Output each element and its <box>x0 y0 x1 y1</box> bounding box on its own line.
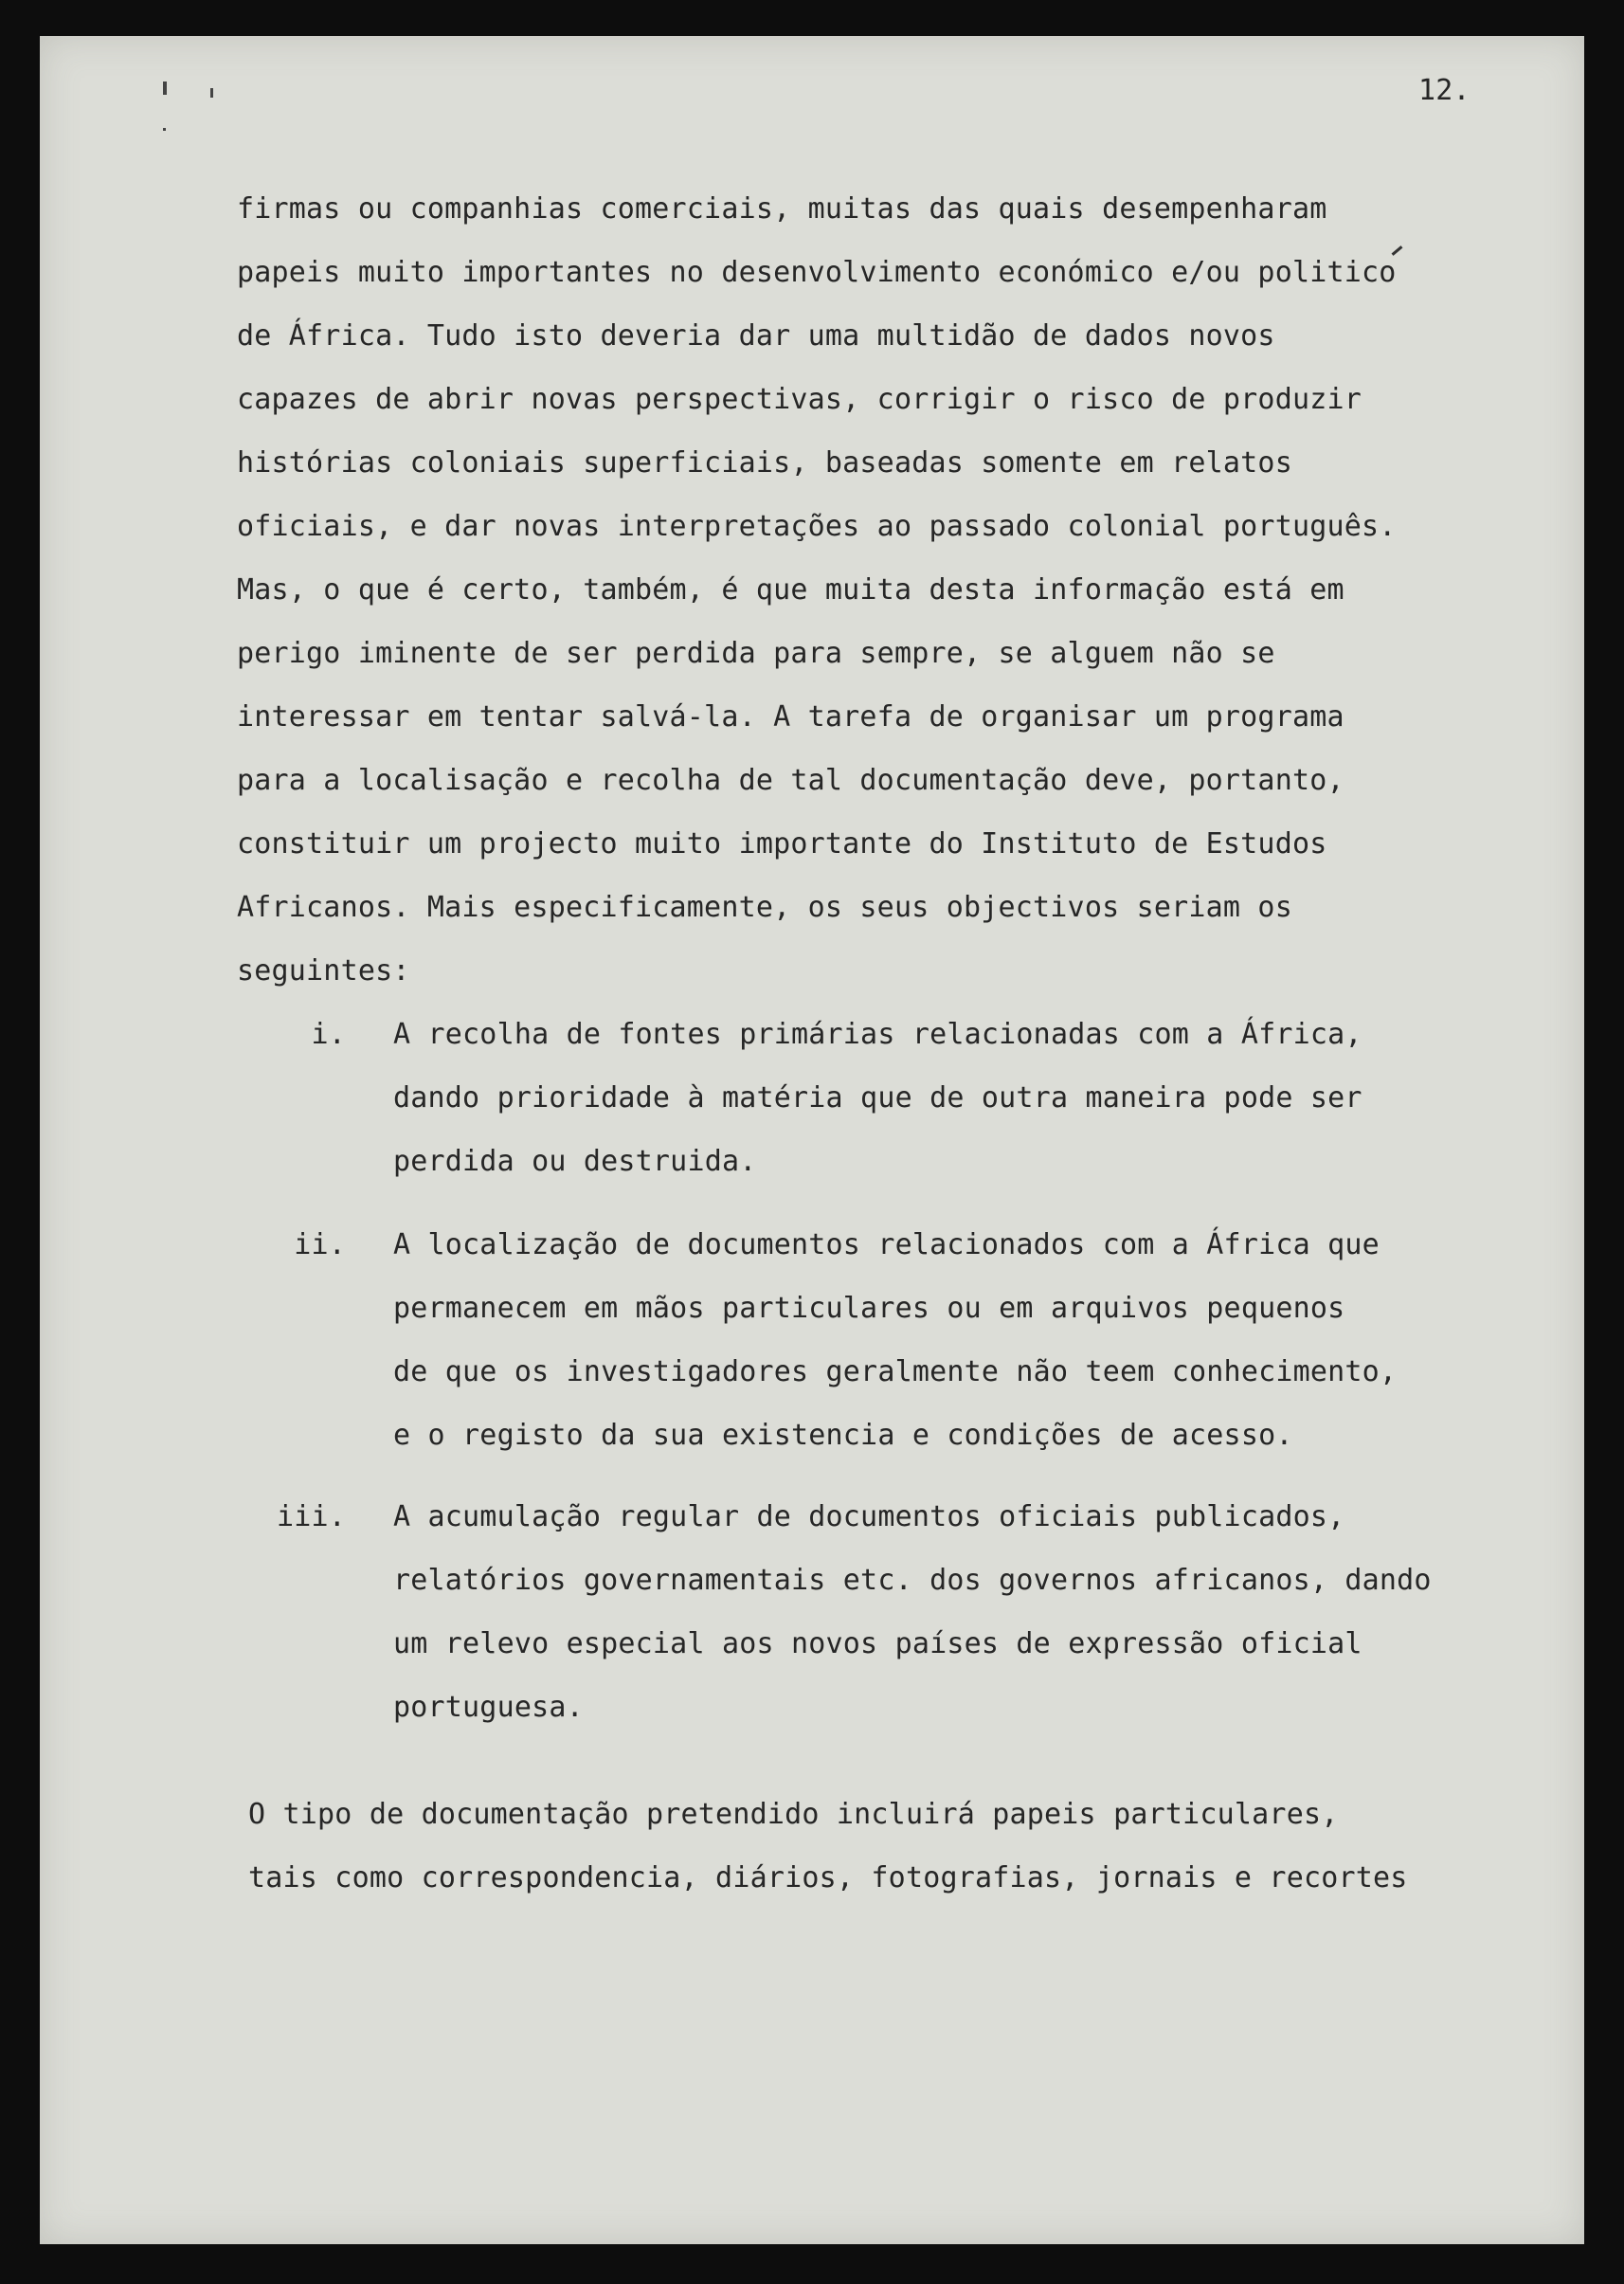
list-item-line: A localização de documentos relacionados com a África que <box>393 1228 1380 1261</box>
text-line: histórias coloniais superficiais, baseadas somente em relatos <box>237 446 1292 480</box>
text-line: para a localisação e recolha de tal documentação deve, portanto, <box>237 764 1344 797</box>
text-line: oficiais, e dar novas interpretações ao passado colonial português. <box>237 510 1397 543</box>
list-item-line: relatórios governamentais etc. dos governos africanos, dando <box>393 1564 1432 1597</box>
list-item-number: ii. <box>294 1228 346 1261</box>
page-number: 12. <box>1418 74 1471 107</box>
list-item-number: iii. <box>276 1500 346 1533</box>
text-line: papeis muito importantes no desenvolvimento económico e/ou politico <box>237 256 1397 289</box>
list-item-line: perdida ou destruida. <box>393 1145 757 1178</box>
list-item-line: dando prioridade à matéria que de outra maneira pode ser <box>393 1081 1362 1115</box>
text-line: constituir um projecto muito importante do Instituto de Estudos <box>237 827 1327 861</box>
list-item-number: i. <box>311 1018 346 1051</box>
list-item-line: e o registo da sua existencia e condições de acesso. <box>393 1419 1293 1452</box>
text-line: firmas ou companhias comerciais, muitas das quais desempenharam <box>237 192 1327 226</box>
text-line: de África. Tudo isto deveria dar uma multidão de dados novos <box>237 319 1275 353</box>
list-item-line: um relevo especial aos novos países de expressão oficial <box>393 1627 1362 1660</box>
margin-speck <box>163 82 167 95</box>
margin-speck <box>163 128 166 131</box>
list-item-line: A recolha de fontes primárias relacionadas com a África, <box>393 1018 1362 1051</box>
text-line: Mas, o que é certo, também, é que muita desta informação está em <box>237 573 1344 607</box>
text-line: interessar em tentar salvá-la. A tarefa de organisar um programa <box>237 700 1344 734</box>
list-item-line: de que os investigadores geralmente não teem conhecimento, <box>393 1355 1398 1388</box>
margin-speck <box>210 88 213 98</box>
text-line: O tipo de documentação pretendido incluirá papeis particulares, <box>248 1798 1339 1831</box>
text-line: Africanos. Mais especificamente, os seus objectivos seriam os <box>237 891 1292 924</box>
text-line: tais como correspondencia, diários, fotografias, jornais e recortes <box>248 1861 1408 1894</box>
text-line: capazes de abrir novas perspectivas, corrigir o risco de produzir <box>237 383 1362 416</box>
list-item-line: permanecem em mãos particulares ou em arquivos pequenos <box>393 1292 1345 1325</box>
list-item-line: portuguesa. <box>393 1691 584 1724</box>
typewritten-page <box>40 36 1584 2244</box>
text-line: perigo iminente de ser perdida para sempre, se alguem não se <box>237 637 1275 670</box>
text-line: seguintes: <box>237 954 410 988</box>
list-item-line: A acumulação regular de documentos oficiais publicados, <box>393 1500 1345 1533</box>
